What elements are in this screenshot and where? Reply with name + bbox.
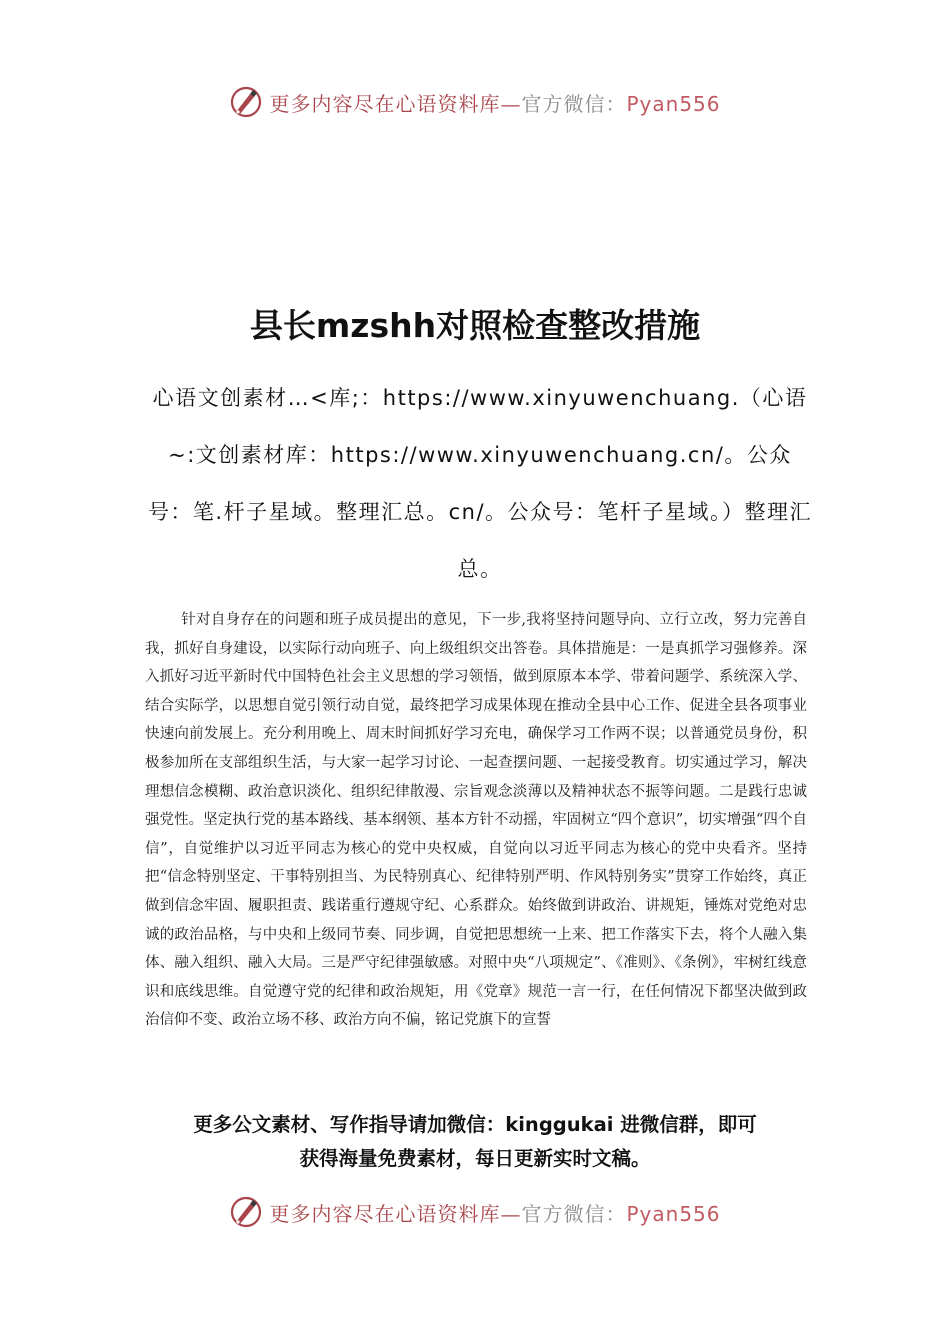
source-line: 心语文创素材…<库;：https://www.xinyuwenchuang.（心语~:文创素材库：https://www.xinyuwenchuang.cn/。公众号：笔.杆子星域。整理汇总。cn/。公众号：笔杆子星域。）整理汇总。 [147,386,813,581]
pen-logo-icon [229,85,263,119]
header-banner-main: 更多内容尽在心语资料库— [269,91,522,116]
header-banner-wechat-id: Pyan556 [626,91,721,116]
header-banner-content [229,85,720,119]
promo-line-2: 获得海量免费素材，每日更新实时文稿。 [299,1147,651,1170]
promo-line-1: 更多公文素材、写作指导请加微信：kinggukai 进微信群，即可 [193,1113,757,1136]
body-paragraph: 针对自身存在的问题和班子成员提出的意见，下一步,我将坚持问题导向、立行立改，努力完善自我，抓好自身建设，以实际行动向班子、向上级组织交出答卷。具体措施是：一是真抓学习强修养。深入抓好习近平新时代中国特色社会主义思想的学习领悟，做到原原本本学、带着问题学、系统深入学、结合实际学，以思想自觉引领行动自觉，最终把学习成果体现在推动全县中心工作、促进全县各项事业快速向前发展上。充分利用晚上、周末时间抓好学习充电，确保学习工作两不误；以普通党员身份，积极参加所在支部组织生活，与大家一起学习讨论、一起查摆问题、一起接受教育。切实通过学习，解决理想信念模糊、政治意识淡化、组织纪律散漫、宗旨观念淡薄以及精神状态不振等问题。二是践行忠诚强党性。坚定执行党的基本路线、基本纲领、基本方针不动摇，牢固树立“四个意识”，切实增强“四个自信”，自觉维护以习近平同志为核心的党中央权威，自觉向以习近平同志为核心的党中央看齐。坚持把“信念特别坚定、干事特别担当、为民特别真心、纪律特别严明、作风特别务实”贯穿工作始终，真正做到信念牢固、履职担责、践诺重行遵规守纪、心系群众。始终做到讲政治、讲规矩，锤炼对党绝对忠诚的政治品格，与中央和上级同节奏、同步调，自觉把思想统一上来、把工作落实下去，将个人融入集体、融入组织、融入大局。三是严守纪律强敏感。对照中央“八项规定”、《准则》、《条例》，牢树红线意识和底线思维。自觉遵守党的纪律和政治规矩，用《党章》规范一言一行，在任何情况下都坚决做到政治信仰不变、政治立场不移、政治方向不偏，铭记党旗下的宣誓 [145,612,807,1029]
document-title: 县长mzshh对照检查整改措施 [249,306,701,345]
footer-banner-wechat-label: 官方微信： [521,1201,627,1226]
header-banner-wechat-label: 官方微信： [521,91,627,116]
header-banner-text [269,88,720,117]
promo-text [130,1108,820,1176]
footer-banner-text [269,1198,720,1227]
footer-banner-main: 更多内容尽在心语资料库— [269,1201,522,1226]
pen-logo-icon [229,1195,263,1229]
footer-banner [0,1192,950,1232]
footer-banner-content [229,1195,720,1229]
footer-banner-wechat-id: Pyan556 [626,1201,721,1226]
header-banner [0,82,950,122]
